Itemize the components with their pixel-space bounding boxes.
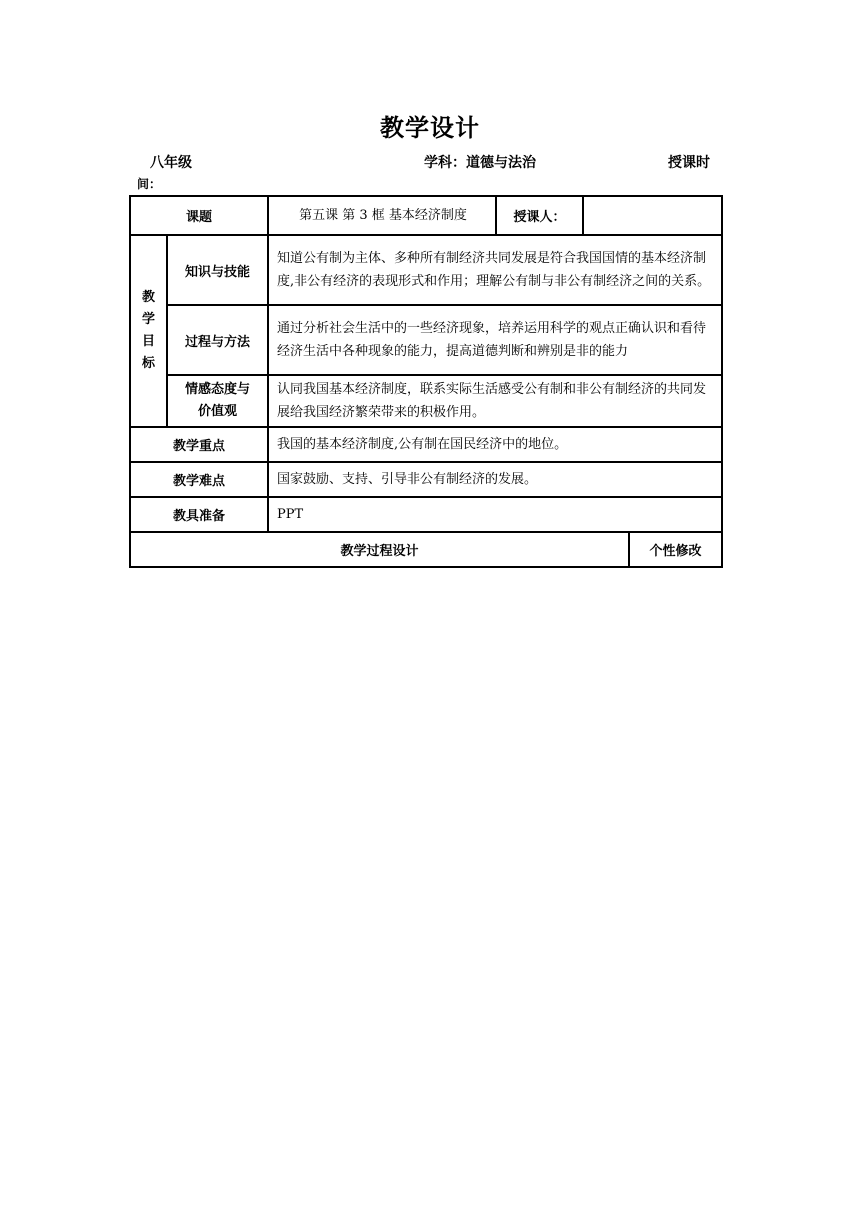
key-point-text: 我国的基本经济制度,公有制在国民经济中的地位。 <box>268 427 722 462</box>
process-design-row <box>130 532 722 567</box>
key-point-row <box>130 427 722 462</box>
knowledge-skills-text: 知道公有制为主体、多种所有制经济共同发展是符合我国国情的基本经济制度,非公有经济的表现形式和作用；理解公有制与非公有制经济之间的关系。 <box>268 235 722 305</box>
lesson-time-label-cont: 间： <box>137 177 162 191</box>
knowledge-row <box>130 235 722 305</box>
materials-text: PPT <box>268 497 722 532</box>
emotion-values-row <box>130 375 722 427</box>
lesson-plan-table <box>129 195 723 568</box>
teaching-goals-label: 教 学 目 标 <box>130 235 167 427</box>
difficulty-label: 教学难点 <box>130 462 268 497</box>
process-methods-label: 过程与方法 <box>167 305 268 375</box>
process-methods-text: 通过分析社会生活中的一些经济现象，培养运用科学的观点正确认识和看待经济生活中各种现象的能力，提高道德判断和辨别是非的能力 <box>268 305 722 375</box>
knowledge-skills-label: 知识与技能 <box>167 235 268 305</box>
lesson-time-label: 授课时 <box>668 155 710 171</box>
difficulty-text: 国家鼓励、支持、引导非公有制经济的发展。 <box>268 462 722 497</box>
emotion-values-text: 认同我国基本经济制度，联系实际生活感受公有制和非公有制经济的共同发展给我国经济繁荣带来的积极作用。 <box>268 375 722 427</box>
topic-value: 第五课 第 3 框 基本经济制度 <box>268 196 496 235</box>
topic-row <box>130 196 722 235</box>
grade-label: 八年级 <box>150 155 192 171</box>
document-title: 教学设计 <box>380 114 480 142</box>
subject-label: 学科：道德与法治 <box>424 155 536 171</box>
process-methods-row <box>130 305 722 375</box>
materials-row <box>130 497 722 532</box>
topic-label: 课题 <box>130 196 268 235</box>
process-design-label: 教学过程设计 <box>130 532 629 567</box>
materials-label: 教具准备 <box>130 497 268 532</box>
teacher-value[interactable] <box>583 196 722 235</box>
revision-label: 个性修改 <box>629 532 722 567</box>
teacher-label: 授课人： <box>496 196 583 235</box>
difficulty-row <box>130 462 722 497</box>
emotion-values-label: 情感态度与 价值观 <box>167 375 268 427</box>
key-point-label: 教学重点 <box>130 427 268 462</box>
